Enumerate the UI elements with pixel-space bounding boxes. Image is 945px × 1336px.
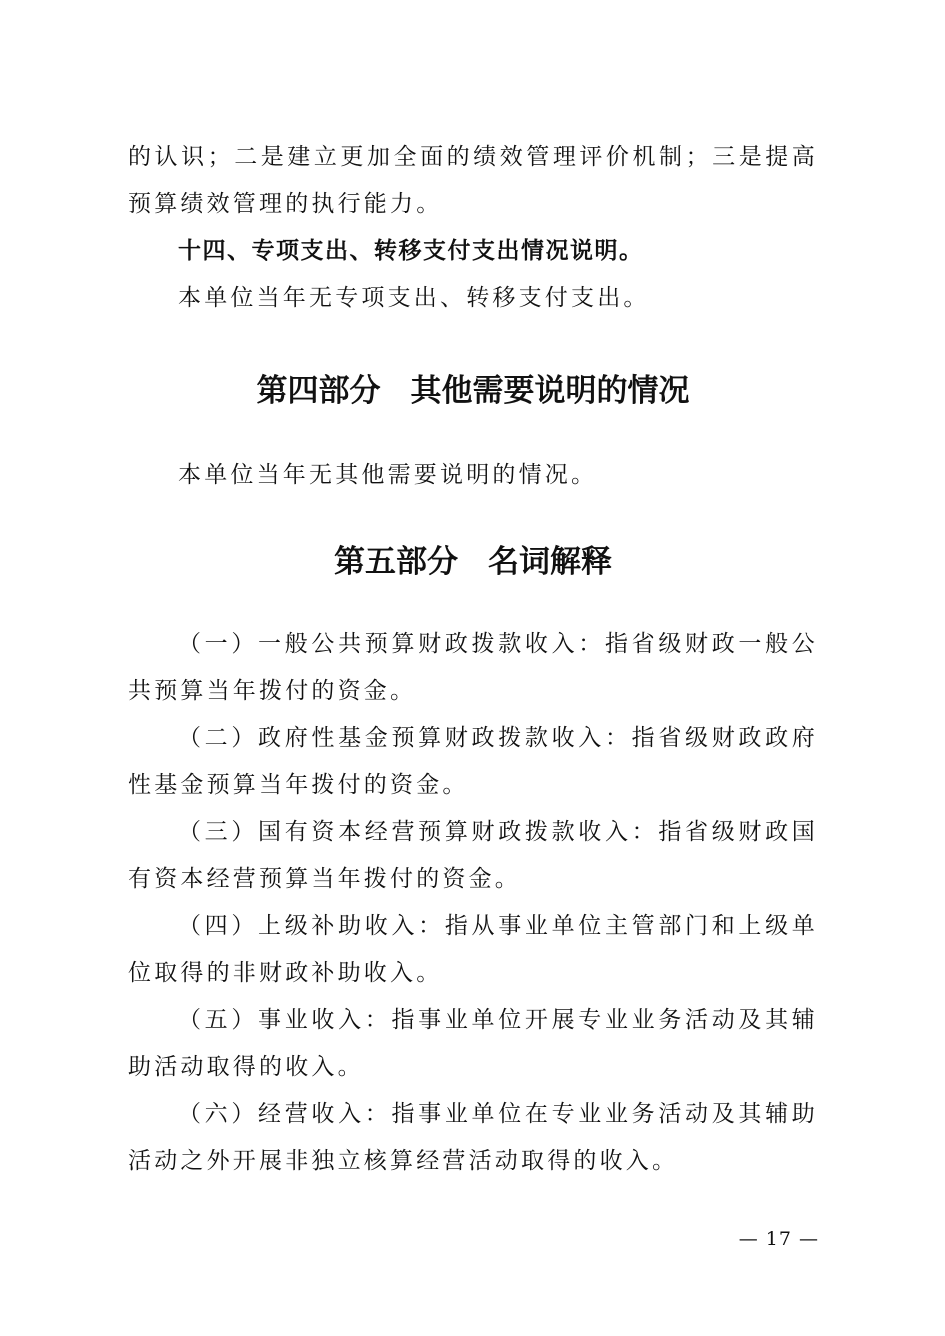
part-4-body: 本单位当年无其他需要说明的情况。 [178, 462, 598, 488]
part-4-title-number: 第四部分 [256, 373, 381, 409]
part-5-title-text: 名词解释 [488, 544, 612, 580]
definition-item: （四）上级补助收入：指从事业单位主管部门和上级单位取得的非财政补助收入。 [128, 913, 818, 986]
definition-item: （六）经营收入：指事业单位在专业业务活动及其辅助活动之外开展非独立核算经营活动取得的收入。 [128, 1101, 818, 1174]
definition-item: （五）事业收入：指事业单位开展专业业务活动及其辅助活动取得的收入。 [128, 1007, 818, 1080]
definition-item: （三）国有资本经营预算财政拨款收入：指省级财政国有资本经营预算当年拨付的资金。 [128, 819, 818, 892]
part-5-title-number: 第五部分 [334, 544, 458, 580]
section-14-body: 本单位当年无专项支出、转移支付支出。 [178, 285, 650, 311]
definition-item: （一）一般公共预算财政拨款收入：指省级财政一般公共预算当年拨付的资金。 [128, 631, 818, 704]
page-content [128, 134, 818, 1185]
section-14-heading: 十四、专项支出、转移支付支出情况说明。 [178, 238, 644, 264]
part-4-title-text: 其他需要说明的情况 [410, 373, 690, 409]
part-5-title [128, 537, 818, 587]
part-4-title [128, 366, 818, 416]
page-number: — 17 — [738, 1228, 819, 1250]
definition-item: （二）政府性基金预算财政拨款收入：指省级财政政府性基金预算当年拨付的资金。 [128, 725, 818, 798]
continuation-paragraph: 的认识；二是建立更加全面的绩效管理评价机制；三是提高预算绩效管理的执行能力。 [128, 144, 818, 217]
